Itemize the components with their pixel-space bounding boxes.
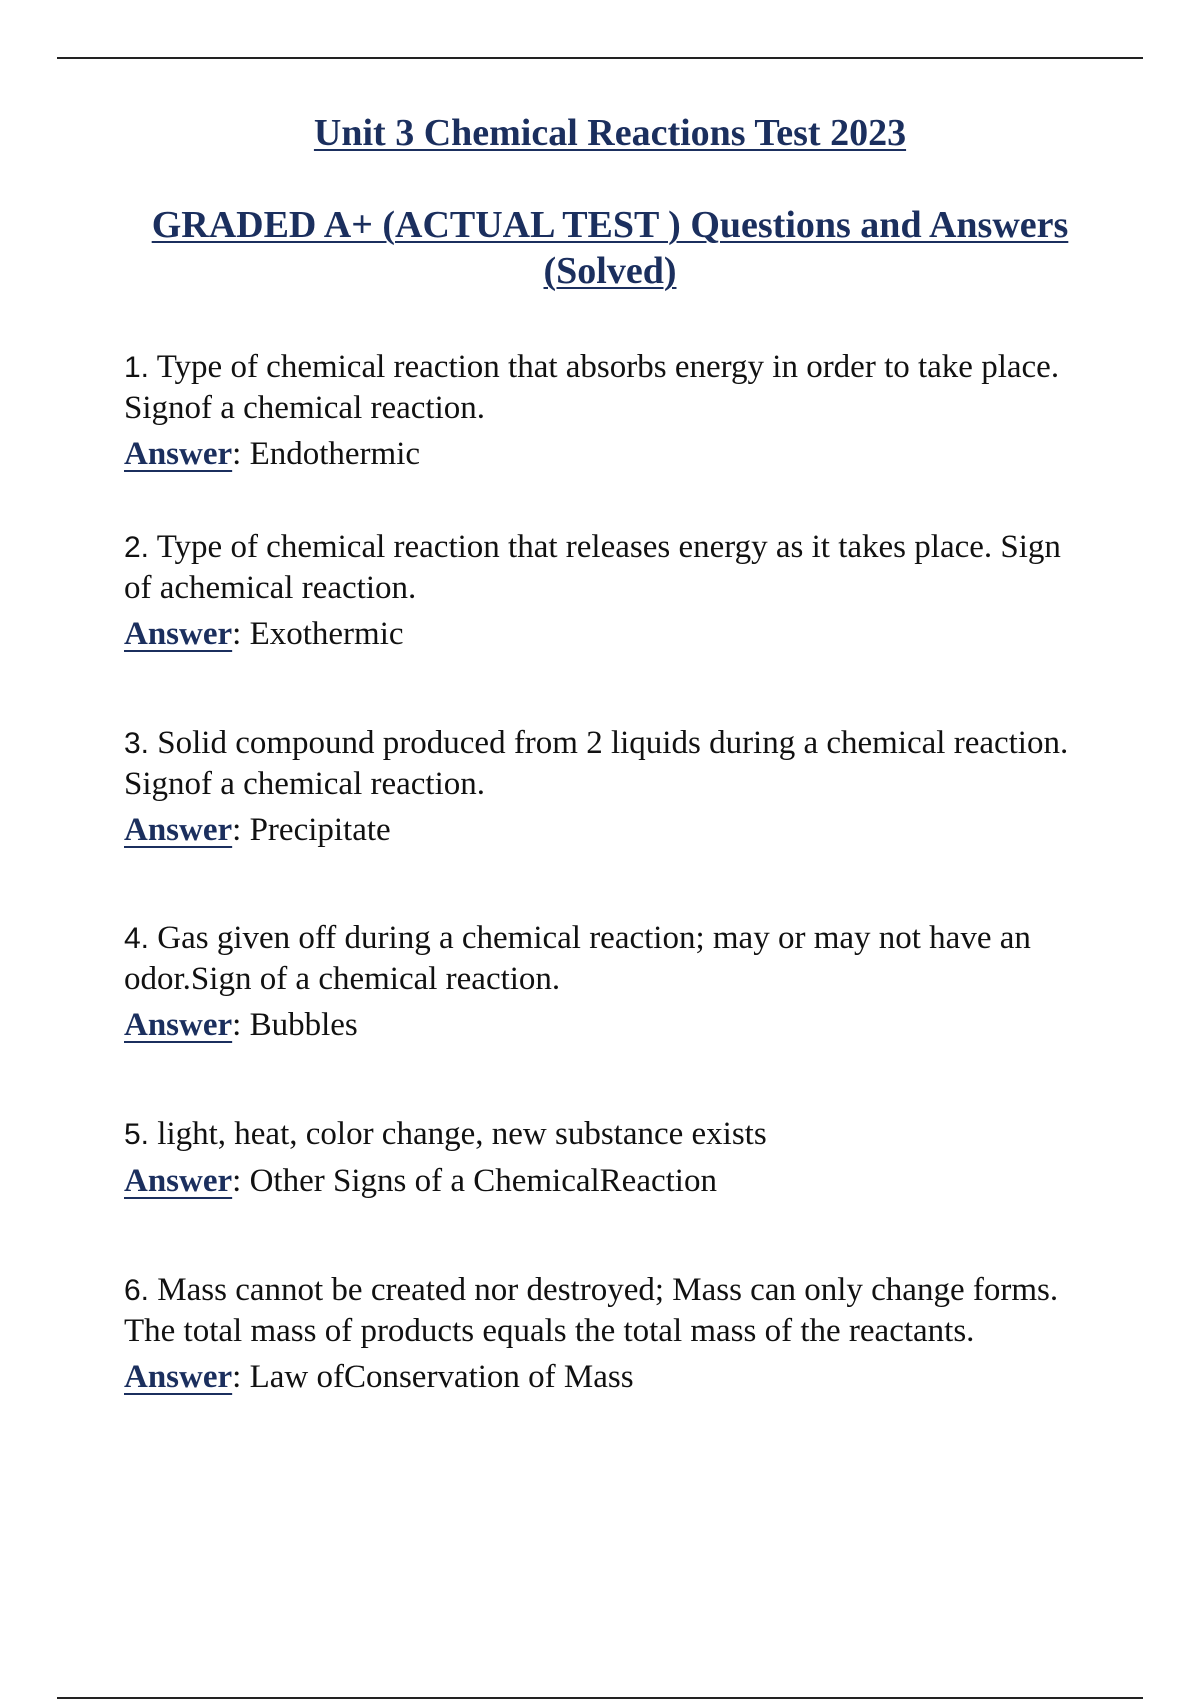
- answer-text: Law ofConservation of Mass: [249, 1359, 634, 1395]
- question-text: Type of chemical reaction that releases energy as it takes place. Sign of achemical reaction.: [124, 529, 1061, 606]
- answer-1: [124, 434, 1084, 474]
- qa-item-4: [124, 918, 1084, 1045]
- answer-text: Exothermic: [249, 616, 404, 652]
- answer-label: Answer: [124, 1163, 233, 1199]
- question-4: [124, 918, 1084, 999]
- answer-text: Other Signs of a ChemicalReaction: [249, 1163, 717, 1199]
- answer-4: [124, 1005, 1084, 1045]
- answer-text: Precipitate: [249, 812, 391, 848]
- question-number: 5.: [124, 1118, 150, 1151]
- answer-separator: :: [232, 1359, 242, 1395]
- answer-text: Bubbles: [249, 1007, 358, 1043]
- answer-separator: :: [232, 1163, 242, 1199]
- bottom-divider: [57, 1697, 1143, 1699]
- answer-separator: :: [232, 436, 242, 472]
- answer-separator: :: [232, 1007, 242, 1043]
- document-subtitle: GRADED A+ (ACTUAL TEST ) Questions and Answers (Solved): [151, 204, 1069, 292]
- document-title: Unit 3 Chemical Reactions Test 2023: [313, 112, 907, 154]
- qa-item-2: [124, 527, 1084, 654]
- answer-separator: :: [232, 812, 242, 848]
- answer-3: [124, 810, 1084, 850]
- question-3: [124, 723, 1084, 804]
- answer-label: Answer: [124, 1007, 233, 1043]
- qa-item-1: [124, 347, 1084, 474]
- answer-separator: :: [232, 616, 242, 652]
- question-text: Gas given off during a chemical reaction; may or may not have an odor.Sign of a chemical reaction.: [124, 920, 1031, 997]
- top-divider: [57, 57, 1143, 59]
- question-6: [124, 1270, 1084, 1351]
- question-number: 6.: [124, 1274, 150, 1307]
- question-1: [124, 347, 1084, 428]
- question-text: Type of chemical reaction that absorbs energy in order to take place. Signof a chemical reaction.: [124, 349, 1060, 426]
- question-text: light, heat, color change, new substance exists: [157, 1116, 767, 1152]
- answer-6: [124, 1357, 1084, 1397]
- question-text: Solid compound produced from 2 liquids during a chemical reaction. Signof a chemical reaction.: [124, 725, 1069, 802]
- answer-label: Answer: [124, 812, 233, 848]
- answer-5: [124, 1161, 1084, 1201]
- question-number: 2.: [124, 531, 150, 564]
- qa-item-3: [124, 723, 1084, 850]
- answer-2: [124, 614, 1084, 654]
- answer-label: Answer: [124, 436, 233, 472]
- question-number: 4.: [124, 922, 150, 955]
- question-text: Mass cannot be created nor destroyed; Mass can only change forms. The total mass of products equals the total mass of the reactants.: [124, 1272, 1059, 1349]
- answer-label: Answer: [124, 616, 233, 652]
- question-number: 1.: [124, 351, 150, 384]
- question-number: 3.: [124, 727, 150, 760]
- question-5: [124, 1114, 1084, 1155]
- question-2: [124, 527, 1084, 608]
- answer-text: Endothermic: [249, 436, 421, 472]
- answer-label: Answer: [124, 1359, 233, 1395]
- qa-item-6: [124, 1270, 1084, 1397]
- qa-item-5: [124, 1114, 1084, 1201]
